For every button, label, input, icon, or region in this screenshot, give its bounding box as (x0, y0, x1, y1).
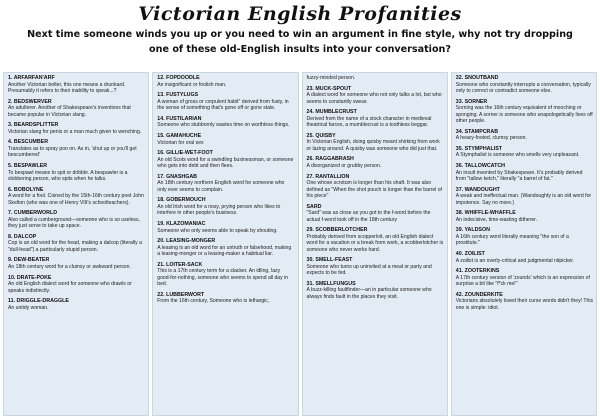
insult-entry (157, 116, 294, 129)
insult-heading: 18. GOBERMOUCH (157, 197, 206, 204)
insult-description: "Sard" was as close as you got to the f-word before the actual f-word took off in the 18th century (306, 210, 431, 223)
insult-entry (8, 75, 145, 94)
insult-heading: 19. KLAZOMANIAC (157, 220, 206, 227)
insult-entry (157, 221, 294, 234)
insult-heading: 27. RANTALLION (306, 173, 350, 180)
insult-heading: 40. ZOILIST (455, 250, 485, 257)
insult-description: A leasing is an old word for an untruth or falsehood, making a leasing-monger or a leasing-maker a habitual liar. (157, 244, 292, 258)
insult-entry (8, 210, 145, 229)
insult-description: A heavy-footed, clumsy person. (455, 135, 527, 142)
insult-heading: 7. CUMBERWORLD (8, 210, 58, 217)
insults-grid (3, 72, 597, 416)
insult-description: An old English dialect word for someone who drawls or speaks indistinctly. (8, 281, 132, 294)
insult-entry (307, 75, 444, 81)
insult-entry (456, 210, 593, 223)
insult-heading: 2. BEDSWERVER (8, 98, 52, 105)
insult-description: To bespawl means to spit or dribble. A bespawler is a slobbering person, who spits when he talks. (8, 169, 128, 182)
page-subtitle: Next time someone winds you up or you need to win an argument in fine style, why not try dropping one of these old-English insults into your conversation? (27, 29, 573, 55)
insult-entry (456, 251, 593, 264)
insult-entry (157, 75, 294, 88)
insult-entry (8, 99, 145, 118)
insult-entry (8, 275, 145, 294)
column-4 (451, 72, 597, 416)
insult-description: Also called a cumberground—someone who is so useless, they just serve to take up space. (8, 216, 140, 230)
insult-entry (456, 187, 593, 206)
insult-description: Victorian for oral sex (157, 139, 204, 146)
insult-description: A buzz-killing faultfinder—an in particular someone who always finds fault in the places they visit. (306, 287, 432, 300)
insult-entry (307, 174, 444, 200)
insult-description: An old Irish word for a nosy, prying person who likes to interfere in other people's business. (157, 203, 281, 217)
insult-description: fuzzy-minded person. (306, 75, 356, 81)
insult-entry (307, 227, 444, 253)
insult-entry (8, 139, 145, 158)
insult-heading: 20. LEASING-MONGER (157, 238, 216, 245)
insult-description: A 16th century word literally meaning "the son of a prostitute." (455, 233, 569, 247)
insult-entry (456, 292, 593, 311)
insult-description: An 18th century northern English word for someone who only ever seems to complain. (157, 180, 285, 193)
insult-heading: 8. DALCOP (8, 233, 37, 240)
insult-heading: 4. BESCUMBER (8, 139, 49, 146)
column-2 (152, 72, 298, 416)
insult-description: Victorian slang for penis or a man much given to wenching. (8, 128, 142, 135)
column-3 (302, 72, 448, 416)
insult-entry (307, 281, 444, 300)
insult-description: Someone who turns up uninvited at a meal or party and expects to be fed. (306, 263, 432, 277)
insult-description: An insignificant or foolish man. (157, 81, 227, 88)
insult-description: A 17th century version of 'zounds' which is an expression of surprise a bit like "f*ck me!" (455, 274, 590, 288)
insult-description: An 18th century word for a clumsy or awkward person. (8, 263, 131, 270)
page-title: Victorian English Profanities (138, 3, 462, 25)
insult-entry (157, 197, 294, 216)
insult-heading: 31. SMELLFUNGUS (306, 280, 356, 287)
insult-heading: 9. DEW-BEATER (8, 257, 50, 264)
insult-description: Probably derived from scopperloit, an old English dialect word for a vacation or a break from work, a scobberlotcher is someone who never works hard. (306, 233, 444, 253)
insult-heading: 22. LUBBERWORT (157, 291, 205, 298)
insult-heading: 34. STAMPCRAB (455, 128, 499, 135)
insult-description: Someone who stubbornly wastes time on worthless things. (157, 122, 290, 129)
insult-entry (8, 163, 145, 182)
insult-description: Another Victorian belter, this one means a drunkard. Presumably it refers to their inability to speak...? (8, 81, 126, 94)
insult-entry (456, 129, 593, 142)
insult-entry (157, 238, 294, 257)
insult-description: An indecisive, time-wasting ditherer. (455, 216, 538, 223)
insult-heading: 3. BEARDSPLITTER (8, 122, 59, 129)
insult-entry (456, 99, 593, 125)
insult-heading: 35. STYMPHALIST (455, 145, 502, 152)
insult-description: This is a 17th century term for a slacker. An idling, lazy good-for-nothing, someone who seems to spend all day in bed. (157, 268, 289, 288)
insult-description: An insult invented by Shakespeare. It's probably derived from "tallow ketch," literally "a barrel of fat." (455, 169, 583, 182)
insult-heading: 39. YALDSON (455, 227, 490, 234)
insult-heading: 14. FUSTILARIAN (157, 115, 202, 122)
insult-description: In Victorian English, doing quisby meant shirking from work or lazing around. A quisby was someone who did just that. (306, 139, 440, 152)
insult-description: An untidy woman. (8, 304, 49, 311)
insult-description: A disorganized or grubby person. (306, 162, 382, 169)
insult-heading: 6. BOBOLYNE (8, 186, 44, 193)
insult-heading: 36. TALLOWCATCH (455, 162, 505, 169)
insult-description: Someone who constantly interrupts a conversation, typically only to correct or contradict someone else. (455, 81, 591, 94)
insult-entry (8, 122, 145, 135)
insult-heading: 12. FOPDOODLE (157, 75, 200, 81)
insult-entry (157, 150, 294, 169)
insult-heading: 17. GNASHGAB (157, 173, 197, 180)
insult-entry (157, 292, 294, 305)
insult-description: A zoilist is an overly-critical and judgmental nitpicker. (455, 257, 575, 264)
insult-description: One whose scrotum is longer than his shaft. It was also defined as "When the shot pouch is longer than the barrel of his piece" (306, 180, 442, 199)
insult-description: Sorning was the 16th century equivalent of mooching or sponging. A sorner is someone who unapologetically lives off other people. (455, 105, 593, 124)
insult-description: An adulterer. Another of Shakespeare's inventions that became popular in Victorian slang. (8, 105, 131, 118)
insult-entry (307, 257, 444, 276)
insult-entry (456, 146, 593, 159)
insult-description: Derived from the name of a stock character in medieval theatrical farces, a mumblecrust is a toothless beggar. (306, 115, 432, 129)
insult-entry (8, 187, 145, 206)
insult-description: Victorians absolutely loved their curse words didn't they! This one is simple: idiot. (455, 298, 594, 311)
insult-entry (307, 109, 444, 128)
insult-description: From the 16th century, Someone who is lethargic, (157, 298, 270, 305)
insult-entry (456, 227, 593, 246)
insult-entry (157, 262, 294, 288)
insult-heading: 24. MUMBLECRUST (306, 109, 357, 116)
insult-heading: 5. BESPAWLER (8, 162, 48, 169)
insult-heading: 1. ARFARFAN'ARF (8, 75, 55, 81)
insult-heading: SARD (306, 203, 322, 210)
insult-heading: 42. ZOUNDERKITE (455, 291, 503, 298)
insult-description: A dialect word for someone who not only talks a lot, but who seems to constantly swear. (306, 92, 442, 105)
insult-description: A word for a fool. Coined by the 15th-16th century poet John Skelton (who was one of Henry VIII's schoolteachers). (8, 193, 144, 206)
insult-heading: 29. SCOBBERLOTCHER (306, 227, 368, 234)
insult-description: Translates as to spray poo on. As in, 'shut up or you'll get bescumbered' (8, 145, 137, 159)
insult-heading: 15. GAMAHUCHE (157, 132, 202, 139)
insult-entry (8, 257, 145, 270)
insult-entry (8, 298, 145, 311)
insult-entry (307, 156, 444, 169)
insult-heading: 25. QUISBY (306, 132, 336, 139)
insult-heading: 16. GILLIE-WET-FOOT (157, 150, 213, 157)
insult-heading: 37. WANDOUGHT (455, 186, 500, 193)
insult-heading: 30. SMELL-FEAST (306, 257, 353, 264)
insult-entry (157, 133, 294, 146)
insult-heading: 23. MUCK-SPOUT (306, 85, 352, 92)
insult-description: An old Scots word for a swindling businessman, or someone who gets into debt and then flees. (157, 156, 294, 170)
insult-entry (456, 268, 593, 287)
insult-heading: 21. LOITER-SACK (157, 261, 203, 268)
insult-entry (8, 234, 145, 253)
insult-heading: 11. DRIGGLE-DRAGGLE (8, 298, 69, 305)
insult-heading: 32. SNOUTBAND (455, 75, 499, 81)
insult-heading: 10. DRATE-POKE (8, 274, 52, 281)
insult-description: Cop is an old word for the head, making a dalcop (literally a "dull-head") a particularly stupid person. (8, 240, 142, 253)
insult-heading: 26. RAGGABRASH (306, 156, 354, 163)
insult-entry (157, 92, 294, 111)
insult-entry (307, 133, 444, 152)
insult-description: A Stymphalist is someone who smells very unpleasant. (455, 152, 580, 159)
insult-entry (307, 86, 444, 105)
insult-heading: 38. WHIFFLE-WHAFFLE (455, 210, 516, 217)
insult-heading: 13. FUSTYLUGS (157, 92, 199, 99)
insult-description: A woman of gross or corpulent habit" derived from fusty, in the sense of something that's gone off or gone stale. (157, 98, 289, 112)
column-1 (3, 72, 149, 416)
insult-description: Someone who only seems able to speak by shouting. (157, 227, 278, 234)
insult-entry (307, 204, 444, 223)
insult-entry (456, 75, 593, 94)
insult-heading: 41. ZOOTERKINS (455, 268, 500, 275)
insult-entry (157, 174, 294, 193)
insult-heading: 33. SORNER (455, 98, 488, 105)
insult-entry (456, 163, 593, 182)
insult-description: A weak and ineffectual man. (Wandoughty is an old word for impotence. Say no more.) (455, 193, 592, 206)
